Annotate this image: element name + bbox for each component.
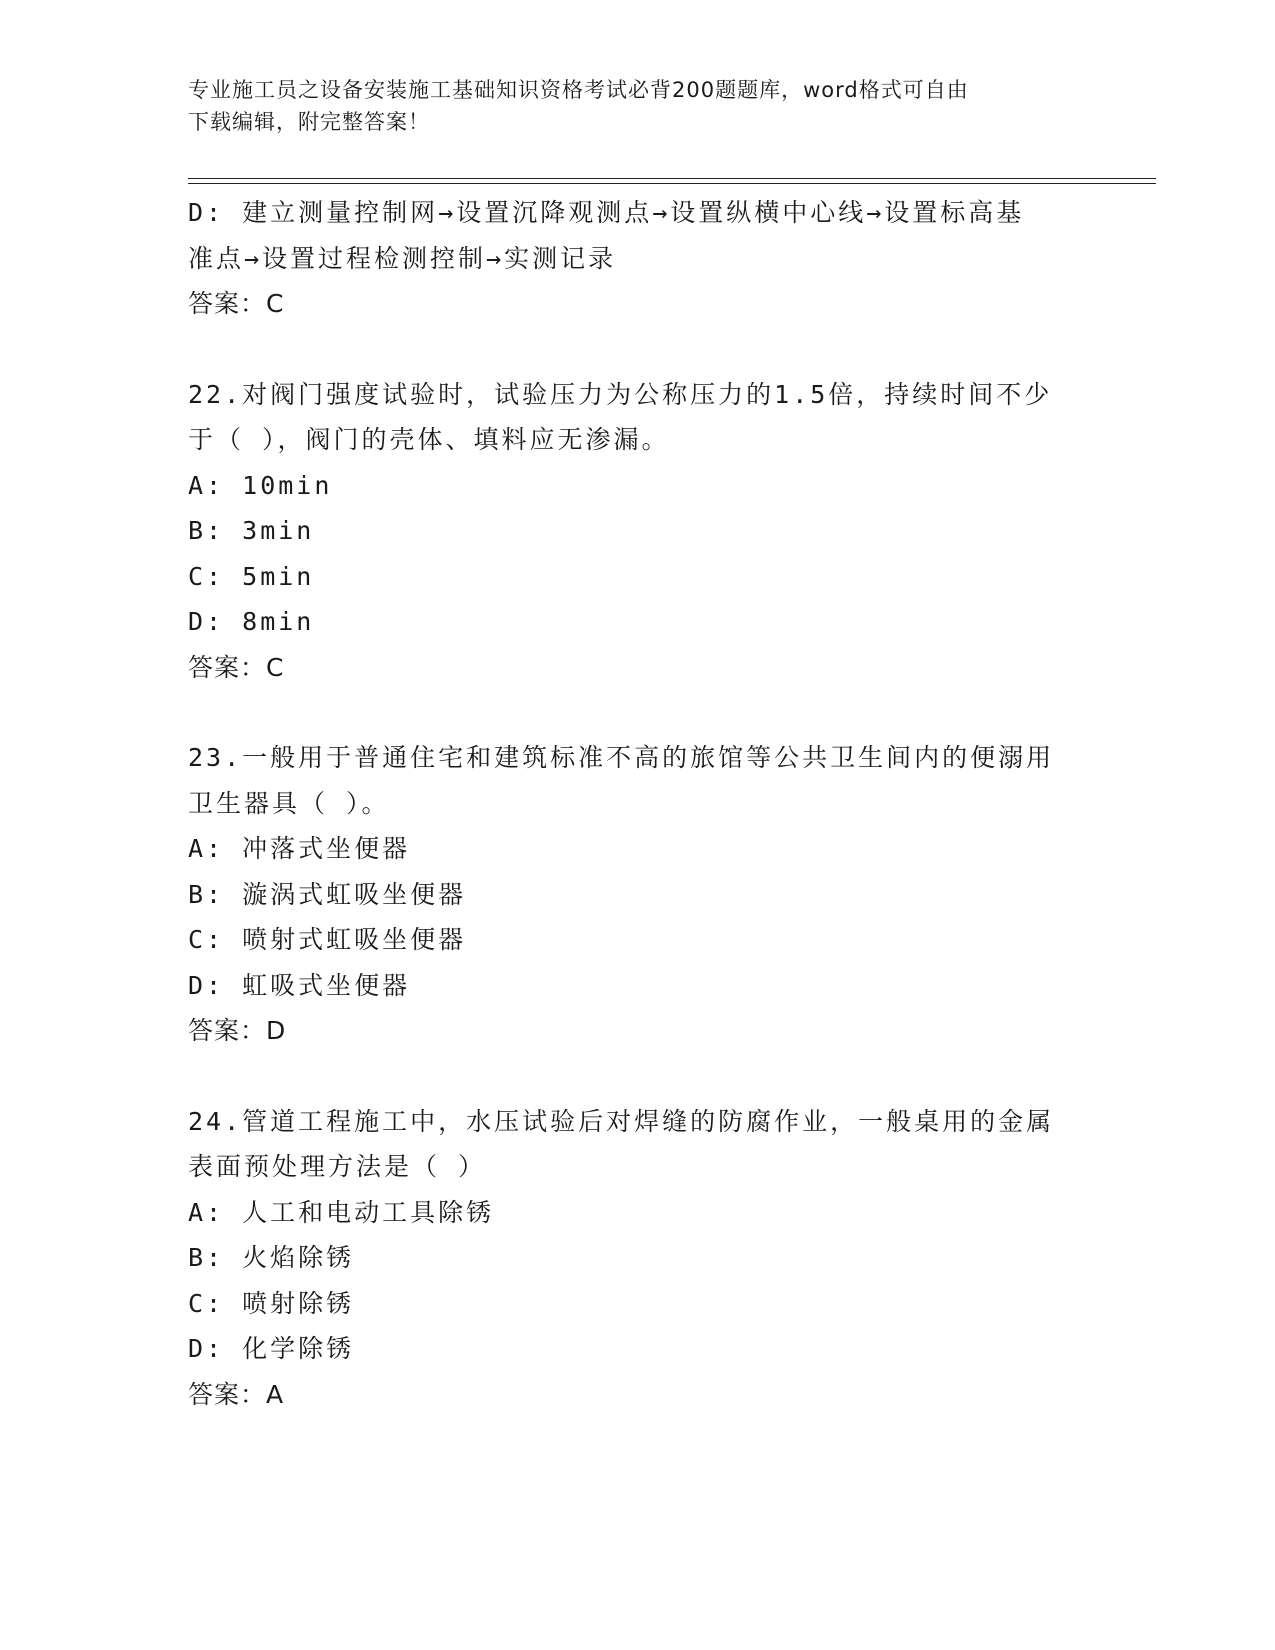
option-b: B: 漩涡式虹吸坐便器 [188,879,467,909]
answer-line: 答案：A [188,1379,285,1409]
document-header [188,74,1068,138]
document-body [188,190,1078,1417]
question-23 [188,735,1078,1054]
question-stem-line-2: 卫生器具（ ）。 [188,788,390,818]
header-rule-top [188,178,1156,179]
prev-question-block [188,190,1078,327]
option-d-line-1: D: 建立测量控制网→设置沉降观测点→设置纵横中心线→设置标高基 [188,198,1025,227]
option-a: A: 10min [188,470,333,500]
question-24 [188,1099,1078,1418]
spacer [188,327,1078,372]
spacer [188,1054,1078,1099]
option-d-line-2: 准点→设置过程检测控制→实测记录 [188,243,617,273]
question-stem-line-1: 23.一般用于普通住宅和建筑标准不高的旅馆等公共卫生间内的便溺用 [188,743,1055,772]
header-title-line-2: 下载编辑，附完整答案！ [188,110,430,134]
answer-line: 答案：C [188,652,285,682]
question-stem-line-2: 表面预处理方法是（ ） [188,1152,487,1181]
option-c: C: 喷射式虹吸坐便器 [188,925,467,954]
option-d: D: 8min [188,607,315,636]
spacer [188,690,1078,735]
header-rule-bottom [188,183,1156,184]
option-d: D: 虹吸式坐便器 [188,970,411,1000]
option-a: A: 冲落式坐便器 [188,834,411,863]
option-b: B: 3min [188,516,315,545]
question-stem-line-2: 于（ ），阀门的壳体、填料应无渗漏。 [188,425,670,454]
header-title-line-1: 专业施工员之设备安装施工基础知识资格考试必背200题题库，word格式可自由 [188,78,969,102]
option-a: A: 人工和电动工具除锈 [188,1197,495,1227]
option-b: B: 火焰除锈 [188,1243,355,1272]
option-c: C: 喷射除锈 [188,1288,355,1318]
option-c: C: 5min [188,561,315,591]
option-d: D: 化学除锈 [188,1334,355,1363]
question-22 [188,372,1078,691]
question-stem-line-1: 22.对阀门强度试验时，试验压力为公称压力的1.5倍，持续时间不少 [188,379,1053,409]
question-stem-line-1: 24.管道工程施工中，水压试验后对焊缝的防腐作业，一般桌用的金属 [188,1106,1055,1136]
answer-line: 答案：C [188,289,285,318]
answer-line: 答案：D [188,1016,287,1045]
